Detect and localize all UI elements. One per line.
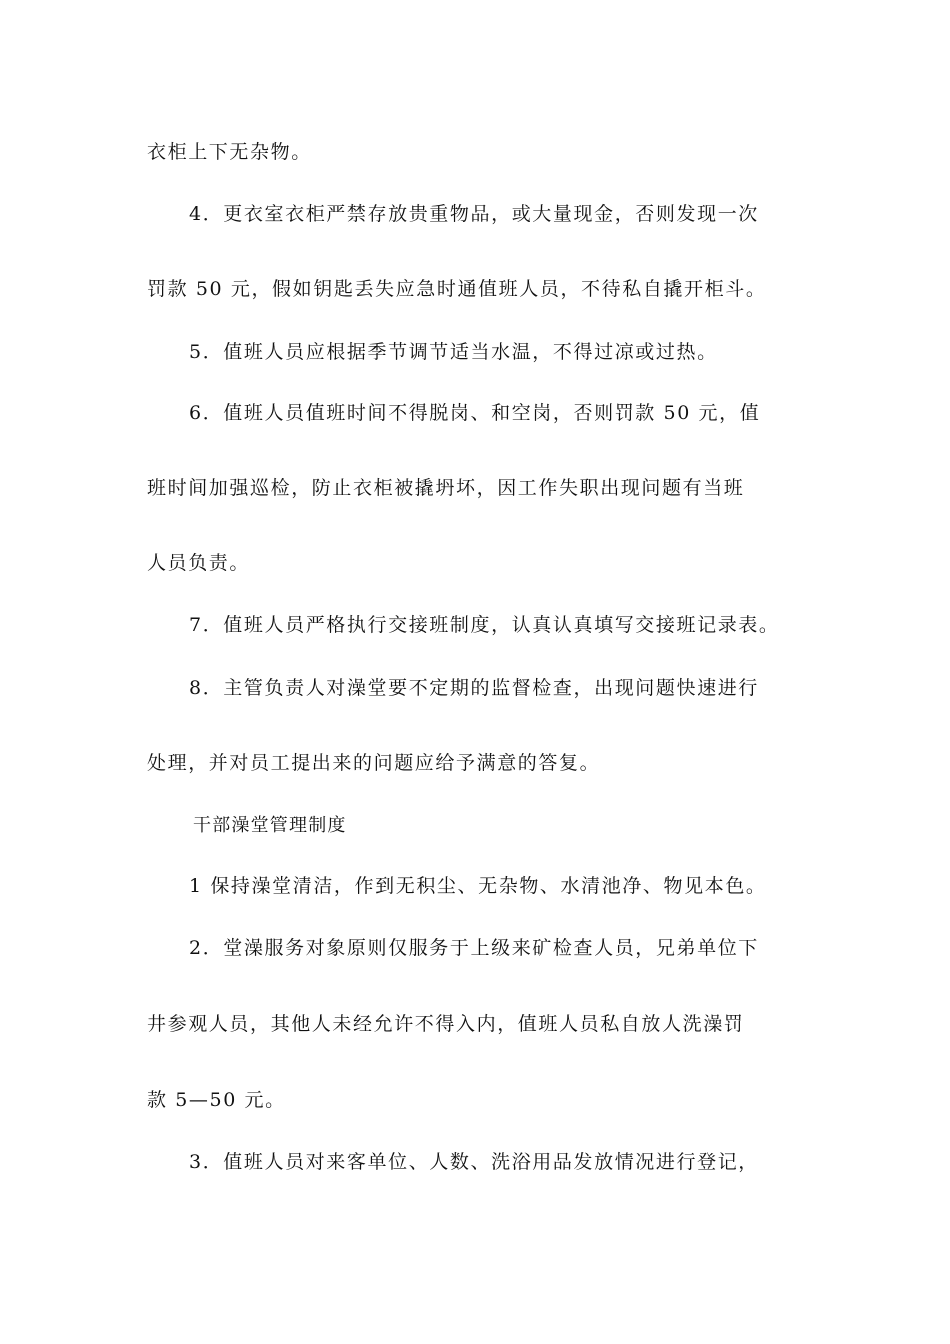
text-line-12: 1 保持澡堂清洁，作到无积尘、无杂物、水清池净、物见本色。: [189, 875, 767, 897]
text-line-1: 衣柜上下无杂物。: [147, 141, 312, 163]
text-line-13: 2．堂澡服务对象原则仅服务于上级来矿检查人员，兄弟单位下: [189, 937, 759, 959]
text-line-2: 4．更衣室衣柜严禁存放贵重物品，或大量现金，否则发现一次: [189, 203, 759, 225]
text-line-9: 8．主管负责人对澡堂要不定期的监督检查，出现问题快速进行: [189, 677, 759, 699]
text-line-4: 5．值班人员应根据季节调节适当水温，不得过凉或过热。: [189, 341, 718, 363]
text-line-5: 6．值班人员值班时间不得脱岗、和空岗，否则罚款 50 元，值: [189, 402, 761, 424]
text-line-7: 人员负责。: [147, 552, 251, 574]
text-line-10: 处理，并对员工提出来的问题应给予满意的答复。: [147, 752, 601, 774]
text-line-16: 3．值班人员对来客单位、人数、洗浴用品发放情况进行登记，: [189, 1151, 759, 1173]
text-line-8: 7．值班人员严格执行交接班制度，认真认真填写交接班记录表。: [189, 614, 780, 636]
text-line-3: 罚款 50 元，假如钥匙丢失应急时通值班人员，不待私自撬开柜斗。: [147, 278, 767, 300]
section-heading: 干部澡堂管理制度: [193, 815, 347, 836]
text-line-14: 井参观人员，其他人未经允许不得入内，值班人员私自放人洗澡罚: [147, 1013, 745, 1035]
text-line-6: 班时间加强巡检，防止衣柜被撬坍坏，因工作失职出现问题有当班: [147, 477, 745, 499]
text-line-15: 款 5—50 元。: [147, 1089, 286, 1111]
